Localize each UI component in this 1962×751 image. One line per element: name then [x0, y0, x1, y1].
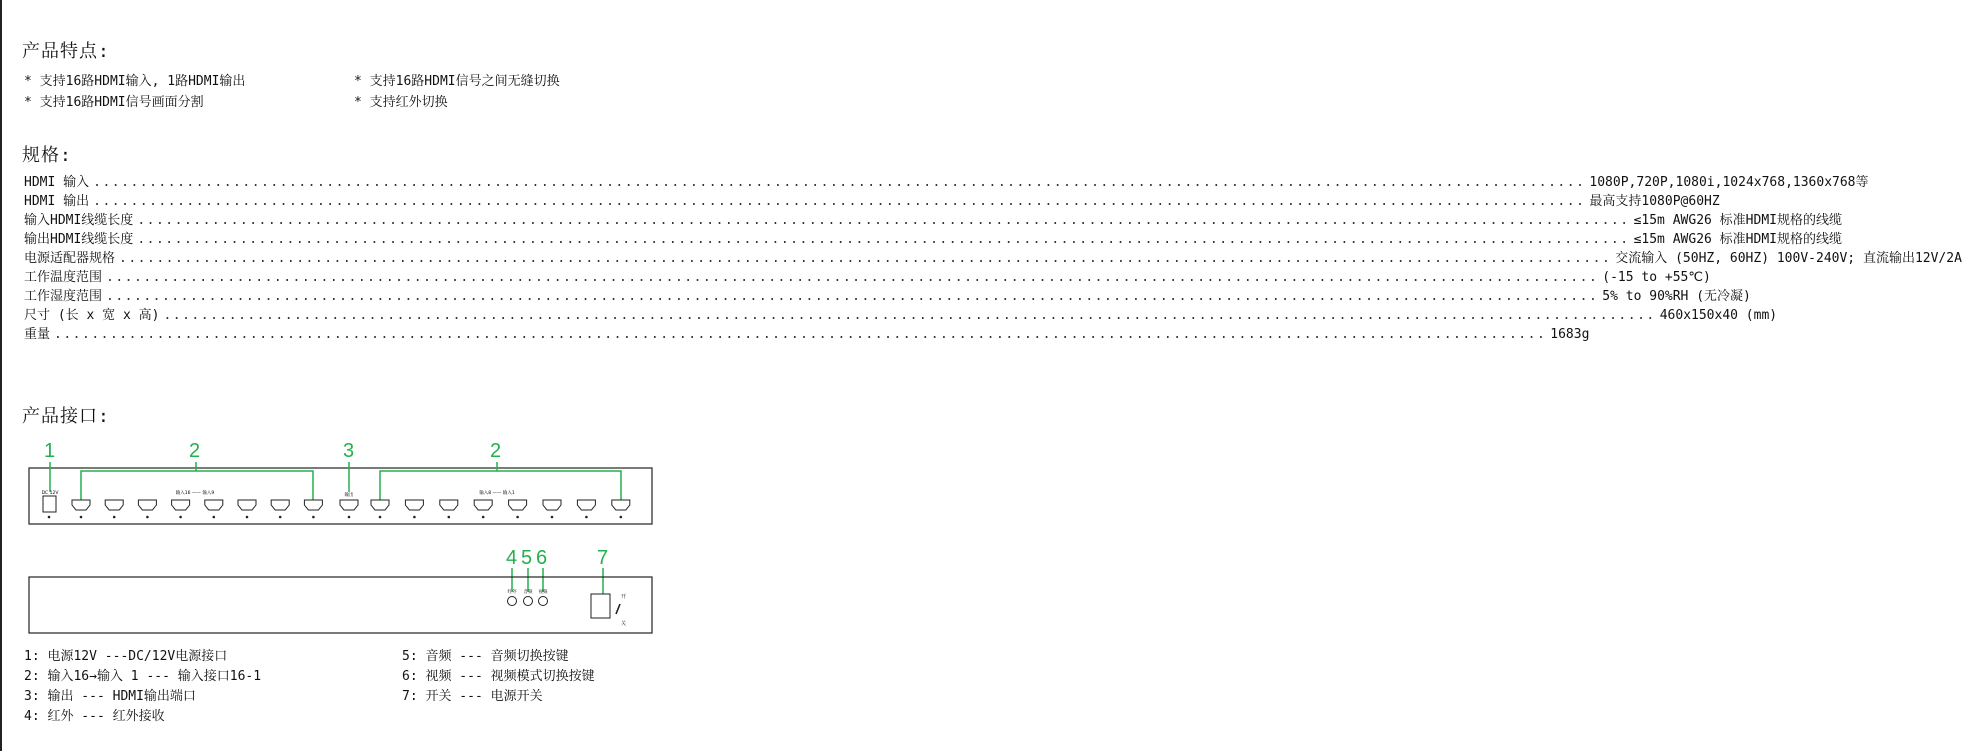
legend-item: 5: 音频 --- 音频切换按键 [402, 649, 569, 664]
spec-row [24, 287, 1751, 306]
hdmi-input-port [138, 500, 156, 510]
port-led [448, 516, 451, 519]
ir-label: 红外 [507, 590, 517, 595]
spec-row [24, 268, 1711, 287]
port-led [312, 516, 315, 519]
legend-item: 2: 输入16→输入 1 --- 输入接口16-1 [24, 669, 262, 684]
legend-item: 1: 电源12V ---DC/12V电源接口 [24, 649, 228, 664]
hdmi-input-port [543, 500, 561, 510]
device-diagram [0, 0, 676, 751]
port-led [413, 516, 416, 519]
hdmi-input-port [509, 500, 527, 510]
spec-value: ≤15m AWG26 标准HDMI规格的线缆 [1633, 232, 1842, 247]
hdmi-input-port [371, 500, 389, 510]
spec-value: (-15 to +55℃) [1602, 270, 1711, 285]
ir-receiver [508, 597, 517, 606]
spec-leader-dots: ................................................................................................................................................................ [119, 251, 1612, 266]
power-switch[interactable] [591, 594, 610, 618]
callout-2: 2 [189, 440, 201, 462]
spec-row [24, 173, 1869, 192]
power-jack [43, 496, 56, 512]
page-border [0, 0, 2, 751]
spec-key: HDMI 输出 [24, 194, 90, 209]
spec-value: 最高支持1080P@60HZ [1589, 194, 1720, 209]
port-led [482, 516, 485, 519]
spec-leader-dots: ................................................................................................................................................................ [106, 289, 1599, 304]
spec-value: 1080P,720P,1080i,1024x768,1360x768等 [1589, 175, 1869, 190]
spec-row [24, 306, 1778, 325]
output-label: 输出 [344, 493, 354, 498]
spec-row [24, 211, 1842, 230]
spec-leader-dots: ................................................................................................................................................................ [93, 194, 1586, 209]
spec-value: 460x150x40 (mm) [1659, 308, 1778, 323]
port-led [80, 516, 83, 519]
specs-title: 规格: [22, 145, 72, 166]
inputs-b-label: 输入8 —— 输入1 [479, 491, 515, 496]
audio-button[interactable] [524, 597, 533, 606]
spec-key: 电源适配器规格 [24, 251, 116, 266]
callout-7: 7 [597, 547, 609, 569]
interface-title: 产品接口: [22, 406, 110, 427]
hdmi-input-port [612, 500, 630, 510]
hdmi-input-port [405, 500, 423, 510]
power-label: DC 12V [41, 491, 59, 496]
legend-item: 4: 红外 --- 红外接收 [24, 709, 165, 724]
port-led [348, 516, 351, 519]
port-led [516, 516, 519, 519]
spec-row [24, 325, 1590, 344]
spec-leader-dots: ................................................................................................................................................................ [137, 232, 1630, 247]
callout-2b: 2 [490, 440, 502, 462]
switch-on-label: 开 [621, 594, 627, 600]
spec-leader-dots: ................................................................................................................................................................ [163, 308, 1656, 323]
hdmi-input-port [72, 500, 90, 510]
video-button[interactable] [539, 597, 548, 606]
port-led [179, 516, 182, 519]
spec-key: 输出HDMI线缆长度 [24, 232, 134, 247]
legend-item: 3: 输出 --- HDMI输出端口 [24, 689, 196, 704]
hdmi-input-port [474, 500, 492, 510]
port-led [585, 516, 588, 519]
hdmi-input-port [238, 500, 256, 510]
spec-leader-dots: ................................................................................................................................................................ [93, 175, 1586, 190]
legend-item: 7: 开关 --- 电源开关 [402, 689, 543, 704]
hdmi-input-port [172, 500, 190, 510]
back-panel [29, 468, 652, 524]
spec-value: 5% to 90%RH (无冷凝) [1602, 289, 1751, 304]
feature-item: * 支持16路HDMI信号之间无缝切换 [354, 74, 560, 89]
spec-value: 1683g [1550, 327, 1590, 342]
hdmi-input-port [440, 500, 458, 510]
port-led [113, 516, 116, 519]
spec-value: ≤15m AWG26 标准HDMI规格的线缆 [1633, 213, 1842, 228]
inputs-a-label: 输入16 —— 输入9 [175, 491, 215, 496]
feature-item: * 支持16路HDMI输入, 1路HDMI输出 [24, 74, 246, 89]
spec-value: 交流输入 (50HZ, 60HZ) 100V-240V; 直流输出12V/2A [1615, 251, 1962, 266]
switch-off-label: 关 [621, 621, 627, 627]
hdmi-output-port [340, 500, 358, 510]
port-led [279, 516, 282, 519]
legend-item: 6: 视频 --- 视频模式切换按键 [402, 669, 595, 684]
features-title: 产品特点: [22, 41, 110, 62]
callout-5: 5 [521, 547, 533, 569]
callout-6: 6 [536, 547, 548, 569]
feature-item: * 支持红外切换 [354, 95, 448, 110]
hdmi-ports [72, 500, 630, 518]
port-led [213, 516, 216, 519]
port-led [620, 516, 623, 519]
spec-row [24, 249, 1962, 268]
spec-key: HDMI 输入 [24, 175, 90, 190]
port-led [146, 516, 149, 519]
spec-key: 工作温度范围 [24, 270, 103, 285]
spec-key: 工作湿度范围 [24, 289, 103, 304]
hdmi-input-port [304, 500, 322, 510]
spec-leader-dots: ................................................................................................................................................................ [106, 270, 1599, 285]
hdmi-input-port [105, 500, 123, 510]
spec-key: 尺寸 (长 x 宽 x 高) [24, 308, 160, 323]
callout-1: 1 [44, 440, 56, 462]
spec-row [24, 192, 1720, 211]
callout-4: 4 [506, 547, 518, 569]
spec-row [24, 230, 1842, 249]
hdmi-input-port [205, 500, 223, 510]
spec-key: 重量 [24, 327, 51, 342]
spec-leader-dots: ................................................................................................................................................................ [137, 213, 1630, 228]
front-panel [29, 577, 652, 633]
hdmi-input-port [577, 500, 595, 510]
port-led [246, 516, 249, 519]
audio-label: 音频 [523, 590, 533, 595]
video-label: 视频 [538, 590, 548, 595]
spec-leader-dots: ................................................................................................................................................................ [54, 327, 1547, 342]
hdmi-input-port [271, 500, 289, 510]
callout-3: 3 [343, 440, 355, 462]
port-led [551, 516, 554, 519]
spec-key: 输入HDMI线缆长度 [24, 213, 134, 228]
feature-item: * 支持16路HDMI信号画面分割 [24, 95, 204, 110]
port-led [379, 516, 382, 519]
